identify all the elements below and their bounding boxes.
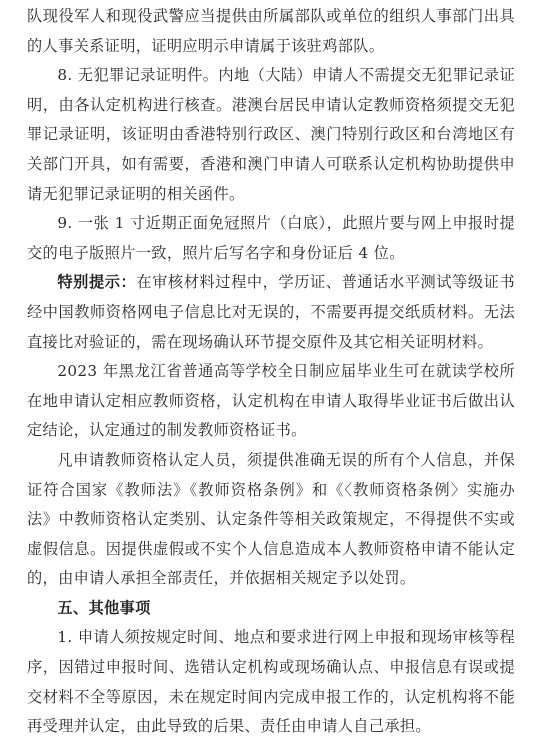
special-notice-label: 特别提示： [57,273,137,292]
special-notice-text: 在审核材料过程中，学历证、普通话水平测试等级证书经中国教师资格网电子信息比对无误的，不需要再提交纸质材料。无法直接比对验证的，需在现场确认环节提交原件及其它相关证明材料。 [27,273,516,351]
paragraph-photo: 9. 一张 1 寸近期正面免冠照片（白底），此照片要与网上申报时提交的电子版照片一致，照片后写名字和身份证后 4 位。 [27,214,515,262]
paragraph-personal-info: 凡申请教师资格认定人员，须提供准确无误的所有个人信息，并保证符合国家《教师法》《教师资格条例》和《〈教师资格条例〉实施办法》中教师资格认定类别、认定条件等相关政策规定，不得提供不实或虚假信息。因提供虚假或不实个人信息造成本人教师资格申请不能认定的，由申请人承担全部责任，并依据相关规定予以处罚。 [27,450,515,588]
paragraph-graduates: 2023 年黑龙江省普通高等学校全日制应届毕业生可在就读学校所在地申请认定相应教师资格，认定机构在申请人取得毕业证书后做出认定结论，认定通过的制发教师资格证书。 [27,362,515,440]
paragraph-criminal-record: 8. 无犯罪记录证明件。内地（大陆）申请人不需提交无犯罪记录证明，由各认定机构进行核查。港澳台居民申请认定教师资格须提交无犯罪记录证明，该证明由香港特别行政区、澳门特别行政区和台湾地区有关部门开具，如有需要，香港和澳门申请人可联系认定机构协助提供申请无犯罪记录证明的相关函件。 [27,66,515,203]
paragraph-military-proof: 队现役军人和现役武警应当提供由所属部队或单位的组织人事部门出具的人事关系证明，证明应明示申请属于该驻鸡部队。 [27,7,515,55]
paragraph-deadline-rule: 1. 申请人须按规定时间、地点和要求进行网上申报和现场审核等程序，因错过申报时间、选错认定机构或现场确认点、申报信息有误或提交材料不全等原因，未在规定时间内完成申报工作的，认定机构将不能再受理并认定，由此导致的后果、责任由申请人自己承担。 [27,628,515,736]
paragraph-special-notice [27,268,515,357]
section-heading-other-matters: 五、其他事项 [57,598,151,617]
